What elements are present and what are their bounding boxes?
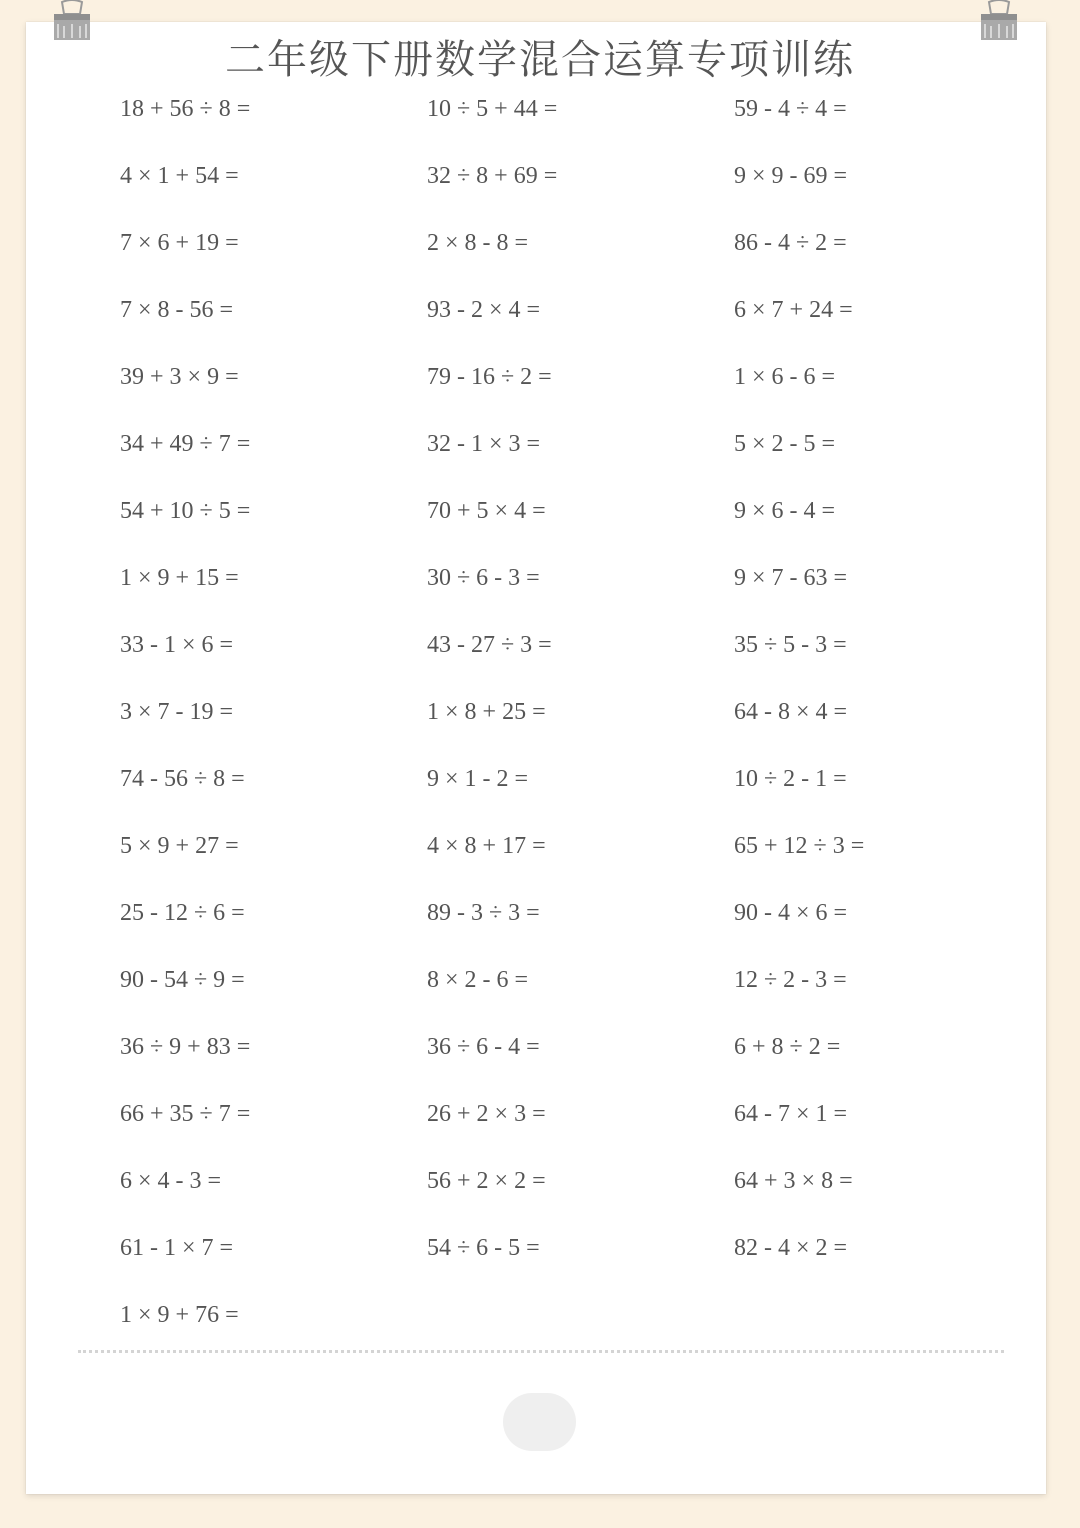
math-problem: 34 + 49 ÷ 7 = bbox=[120, 431, 251, 457]
math-problem: 10 ÷ 2 - 1 = bbox=[734, 766, 847, 792]
math-problem: 56 + 2 × 2 = bbox=[427, 1168, 546, 1194]
page-title: 二年级下册数学混合运算专项训练 bbox=[225, 37, 855, 83]
math-problem: 10 ÷ 5 + 44 = bbox=[427, 96, 558, 122]
math-problem: 64 + 3 × 8 = bbox=[734, 1168, 853, 1194]
math-problem: 36 ÷ 6 - 4 = bbox=[427, 1034, 540, 1060]
math-problem: 79 - 16 ÷ 2 = bbox=[427, 364, 552, 390]
math-problem: 64 - 8 × 4 = bbox=[734, 699, 848, 725]
math-problem: 64 - 7 × 1 = bbox=[734, 1101, 848, 1127]
problem-grid bbox=[120, 76, 1020, 1349]
math-problem: 86 - 4 ÷ 2 = bbox=[734, 230, 847, 256]
math-problem: 4 × 1 + 54 = bbox=[120, 163, 239, 189]
math-problem: 65 + 12 ÷ 3 = bbox=[734, 833, 865, 859]
math-problem: 1 × 6 - 6 = bbox=[734, 364, 836, 390]
math-problem: 32 - 1 × 3 = bbox=[427, 431, 541, 457]
math-problem: 89 - 3 ÷ 3 = bbox=[427, 900, 540, 926]
math-problem: 74 - 56 ÷ 8 = bbox=[120, 766, 245, 792]
math-problem: 5 × 2 - 5 = bbox=[734, 431, 836, 457]
math-problem: 36 ÷ 9 + 83 = bbox=[120, 1034, 251, 1060]
math-problem: 93 - 2 × 4 = bbox=[427, 297, 541, 323]
math-problem: 9 × 7 - 63 = bbox=[734, 565, 848, 591]
math-problem: 18 + 56 ÷ 8 = bbox=[120, 96, 251, 122]
math-problem: 39 + 3 × 9 = bbox=[120, 364, 239, 390]
math-problem: 54 ÷ 6 - 5 = bbox=[427, 1235, 540, 1261]
math-problem: 6 × 7 + 24 = bbox=[734, 297, 853, 323]
math-problem: 1 × 9 + 15 = bbox=[120, 565, 239, 591]
math-problem: 61 - 1 × 7 = bbox=[120, 1235, 234, 1261]
math-problem: 54 + 10 ÷ 5 = bbox=[120, 498, 251, 524]
math-problem: 59 - 4 ÷ 4 = bbox=[734, 96, 847, 122]
math-problem: 7 × 8 - 56 = bbox=[120, 297, 234, 323]
math-problem: 1 × 9 + 76 = bbox=[120, 1302, 239, 1328]
math-problem: 4 × 8 + 17 = bbox=[427, 833, 546, 859]
math-problem: 90 - 54 ÷ 9 = bbox=[120, 967, 245, 993]
math-problem: 26 + 2 × 3 = bbox=[427, 1101, 546, 1127]
math-problem: 1 × 8 + 25 = bbox=[427, 699, 546, 725]
math-problem: 3 × 7 - 19 = bbox=[120, 699, 234, 725]
math-problem: 43 - 27 ÷ 3 = bbox=[427, 632, 552, 658]
math-problem: 5 × 9 + 27 = bbox=[120, 833, 239, 859]
math-problem: 9 × 1 - 2 = bbox=[427, 766, 529, 792]
math-problem: 66 + 35 ÷ 7 = bbox=[120, 1101, 251, 1127]
math-problem: 25 - 12 ÷ 6 = bbox=[120, 900, 245, 926]
math-problem: 6 + 8 ÷ 2 = bbox=[734, 1034, 841, 1060]
math-problem: 32 ÷ 8 + 69 = bbox=[427, 163, 558, 189]
math-problem: 35 ÷ 5 - 3 = bbox=[734, 632, 847, 658]
math-problem: 90 - 4 × 6 = bbox=[734, 900, 848, 926]
math-problem: 7 × 6 + 19 = bbox=[120, 230, 239, 256]
math-problem: 33 - 1 × 6 = bbox=[120, 632, 234, 658]
page-indicator[interactable] bbox=[503, 1393, 576, 1451]
math-problem: 82 - 4 × 2 = bbox=[734, 1235, 848, 1261]
dotted-divider bbox=[78, 1350, 1004, 1353]
math-problem: 9 × 6 - 4 = bbox=[734, 498, 836, 524]
math-problem: 2 × 8 - 8 = bbox=[427, 230, 529, 256]
math-problem: 12 ÷ 2 - 3 = bbox=[734, 967, 847, 993]
math-problem: 6 × 4 - 3 = bbox=[120, 1168, 222, 1194]
math-problem: 70 + 5 × 4 = bbox=[427, 498, 546, 524]
math-problem: 30 ÷ 6 - 3 = bbox=[427, 565, 540, 591]
math-problem: 9 × 9 - 69 = bbox=[734, 163, 848, 189]
math-problem: 8 × 2 - 6 = bbox=[427, 967, 529, 993]
